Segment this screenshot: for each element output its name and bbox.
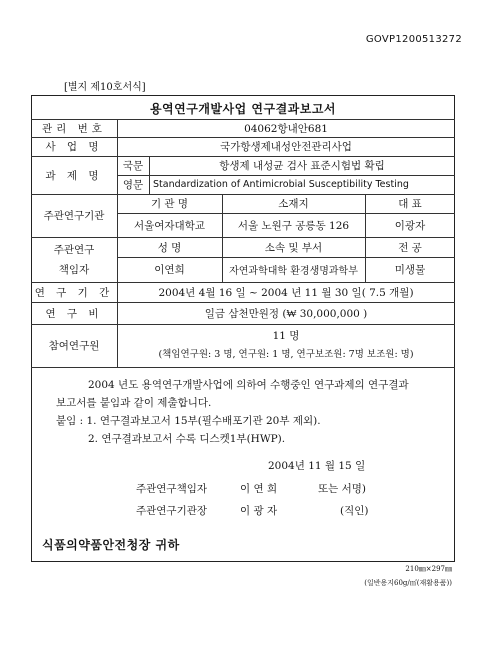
task-english-title: Standardization of Antimicrobial Susceptibility Testing: [153, 179, 409, 190]
management-number-label: 관리 번호: [42, 122, 106, 135]
institution-head-name: 이 광 자: [240, 505, 278, 517]
document-id: GOVP1200513272: [365, 34, 462, 45]
institution-name-value: 서울여자대학교: [133, 219, 205, 232]
task-korean-title: 항생제 내성균 검사 표준시험법 확립: [219, 160, 385, 172]
pi-signature-mark: 또는 서명): [318, 483, 367, 495]
research-period-value: 2004년 4월 16 일 ~ 2004 년 11 월 30 일( 7.5 개월): [158, 286, 414, 299]
principal-investigator-label-line1: 주관연구: [53, 243, 95, 256]
form-number: [별지 제10호서식]: [64, 82, 146, 93]
submission-text-line2: 보고서를 붙임과 같이 제출합니다.: [56, 397, 212, 409]
attachment-line2: 2. 연구결과보고서 수록 디스켓1부(HWP).: [88, 433, 286, 445]
project-label: 사 업 명: [45, 141, 103, 153]
addressee: 식품의약품안전청장 귀하: [42, 538, 180, 552]
lead-institution-label: 주관연구기관: [43, 210, 105, 222]
pi-name-value: 이연희: [154, 264, 185, 276]
paper-spec: (일반용지60g/㎡(재활용품)): [364, 579, 452, 587]
participants-count: 11 명: [272, 329, 300, 342]
representative-header: 대 표: [398, 198, 422, 210]
project-value: 국가항생제내성안전관리사업: [220, 141, 352, 153]
submission-date: 2004년 11 월 15 일: [268, 460, 366, 472]
paper-size: 210㎜×297㎜: [405, 565, 452, 573]
task-english-label: 영문: [122, 179, 144, 191]
task-korean-label: 국문: [122, 160, 144, 172]
pi-major-value: 미생물: [394, 264, 426, 276]
participants-breakdown: (책임연구원: 3 명, 연구원: 1 명, 연구보조원: 7명 보조원: 명): [158, 349, 414, 360]
pi-department-header: 소속 및 부서: [264, 241, 323, 254]
research-budget-value: 일금 삼천만원정 (₩ 30,000,000 ): [204, 307, 368, 320]
submission-text-line1: 2004 년도 용역연구개발사업에 의하여 수행중인 연구과제의 연구결과: [88, 379, 409, 391]
institution-seal-mark: (직인): [340, 505, 369, 517]
institution-name-header: 기 관 명: [150, 198, 189, 210]
form-title: 용역연구개발사업 연구결과보고서: [149, 102, 337, 116]
attachment-line1: 붙임 : 1. 연구결과보고서 15부(필수배포기관 20부 제외).: [56, 415, 321, 427]
location-header: 소재지: [278, 198, 309, 210]
pi-signature-name: 이 연 희: [240, 483, 278, 495]
task-label: 과 제 명: [45, 169, 103, 182]
representative-value: 이광자: [394, 219, 426, 232]
management-number-value: 04062항내안681: [244, 122, 328, 135]
research-period-label: 연 구 기 간: [34, 286, 114, 299]
pi-department-value: 자연과학대학 환경생명과학부: [229, 266, 358, 277]
participants-label: 참여연구원: [48, 340, 100, 352]
principal-investigator-label-line2: 책임자: [58, 263, 90, 276]
research-budget-label: 연 구 비: [45, 307, 103, 320]
location-value: 서울 노원구 공릉동 126: [237, 219, 350, 232]
pi-name-header: 성 명: [157, 241, 182, 254]
institution-head-label: 주관연구기관장: [136, 505, 208, 517]
pi-signature-label: 주관연구책임자: [136, 483, 208, 495]
row-divider: [31, 367, 455, 368]
pi-major-header: 전 공: [398, 241, 422, 254]
